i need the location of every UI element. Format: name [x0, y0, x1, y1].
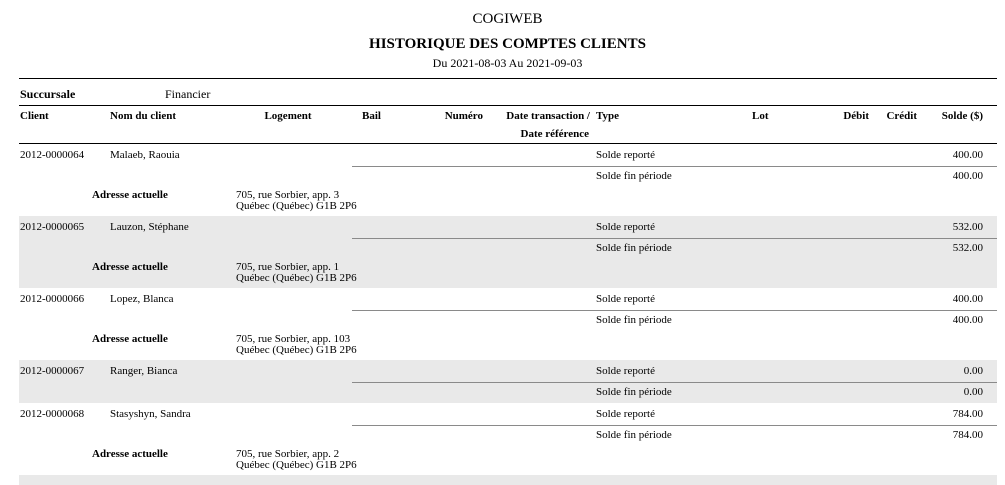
- transaction-type: Solde reporté: [596, 408, 655, 420]
- col-lot: Lot: [752, 110, 769, 122]
- transaction-type: Solde fin période: [596, 386, 672, 398]
- address-label: Adresse actuelle: [92, 448, 168, 460]
- transaction-type: Solde fin période: [596, 314, 672, 326]
- transaction-type: Solde reporté: [596, 149, 655, 161]
- row-separator: [352, 166, 997, 167]
- transaction-type: Solde reporté: [596, 365, 655, 377]
- col-type: Type: [596, 110, 620, 122]
- col-client: Client: [20, 110, 49, 122]
- col-bail: Bail: [362, 110, 381, 122]
- col-date-reference: Date référence: [520, 128, 589, 140]
- client-name: Lopez, Blanca: [110, 293, 174, 305]
- address-label: Adresse actuelle: [92, 333, 168, 345]
- row-separator: [352, 382, 997, 383]
- client-id: 2012-0000064: [20, 149, 85, 161]
- client-id: 2012-0000065: [20, 221, 85, 233]
- col-solde: Solde ($): [941, 110, 983, 122]
- transaction-solde: 532.00: [952, 242, 983, 254]
- branch-label: Succursale: [20, 87, 76, 101]
- address-label: Adresse actuelle: [92, 261, 168, 273]
- transaction-solde: 0.00: [963, 386, 983, 398]
- transaction-type: Solde fin période: [596, 242, 672, 254]
- company-name: COGIWEB: [472, 11, 543, 27]
- row-separator: [352, 425, 997, 426]
- col-name: Nom du client: [110, 110, 176, 122]
- transaction-solde: 400.00: [952, 170, 983, 182]
- transaction-solde: 784.00: [952, 408, 983, 420]
- address-line: 705, rue Sorbier, app. 1: [236, 261, 340, 273]
- col-date-transaction: Date transaction /: [506, 110, 590, 122]
- transaction-solde: 400.00: [952, 149, 983, 161]
- report-title: HISTORIQUE DES COMPTES CLIENTS: [369, 36, 646, 52]
- client-id: 2012-0000067: [20, 365, 85, 377]
- client-name: Stasyshyn, Sandra: [110, 408, 191, 420]
- address-line: Québec (Québec) G1B 2P6: [236, 459, 357, 471]
- client-id: 2012-0000066: [20, 293, 85, 305]
- address-line: Québec (Québec) G1B 2P6: [236, 344, 357, 356]
- client-name: Malaeb, Raouia: [110, 149, 180, 161]
- client-id: 2012-0000068: [20, 408, 85, 420]
- row-separator: [352, 238, 997, 239]
- client-name: Ranger, Bianca: [110, 365, 178, 377]
- header-rule: [19, 105, 997, 106]
- transaction-solde: 532.00: [952, 221, 983, 233]
- transaction-solde: 400.00: [952, 293, 983, 305]
- col-logement: Logement: [264, 110, 312, 122]
- top-rule: [19, 78, 997, 79]
- col-debit: Débit: [843, 110, 869, 122]
- address-line: 705, rue Sorbier, app. 3: [236, 189, 340, 201]
- next-client-band: [19, 475, 997, 485]
- address-line: 705, rue Sorbier, app. 2: [236, 448, 340, 460]
- row-separator: [352, 310, 997, 311]
- address-line: Québec (Québec) G1B 2P6: [236, 272, 357, 284]
- address-line: Québec (Québec) G1B 2P6: [236, 200, 357, 212]
- client-name: Lauzon, Stéphane: [110, 221, 189, 233]
- transaction-type: Solde reporté: [596, 221, 655, 233]
- address-line: 705, rue Sorbier, app. 103: [236, 333, 351, 345]
- transaction-type: Solde fin période: [596, 429, 672, 441]
- branch-value: Financier: [165, 87, 211, 101]
- transaction-solde: 784.00: [952, 429, 983, 441]
- col-numero: Numéro: [444, 110, 483, 122]
- transaction-solde: 0.00: [963, 365, 983, 377]
- col-credit: Crédit: [886, 110, 917, 122]
- transaction-type: Solde fin période: [596, 170, 672, 182]
- table-top-rule: [19, 143, 997, 144]
- address-label: Adresse actuelle: [92, 189, 168, 201]
- transaction-type: Solde reporté: [596, 293, 655, 305]
- transaction-solde: 400.00: [952, 314, 983, 326]
- report-period: Du 2021-08-03 Au 2021-09-03: [432, 56, 583, 70]
